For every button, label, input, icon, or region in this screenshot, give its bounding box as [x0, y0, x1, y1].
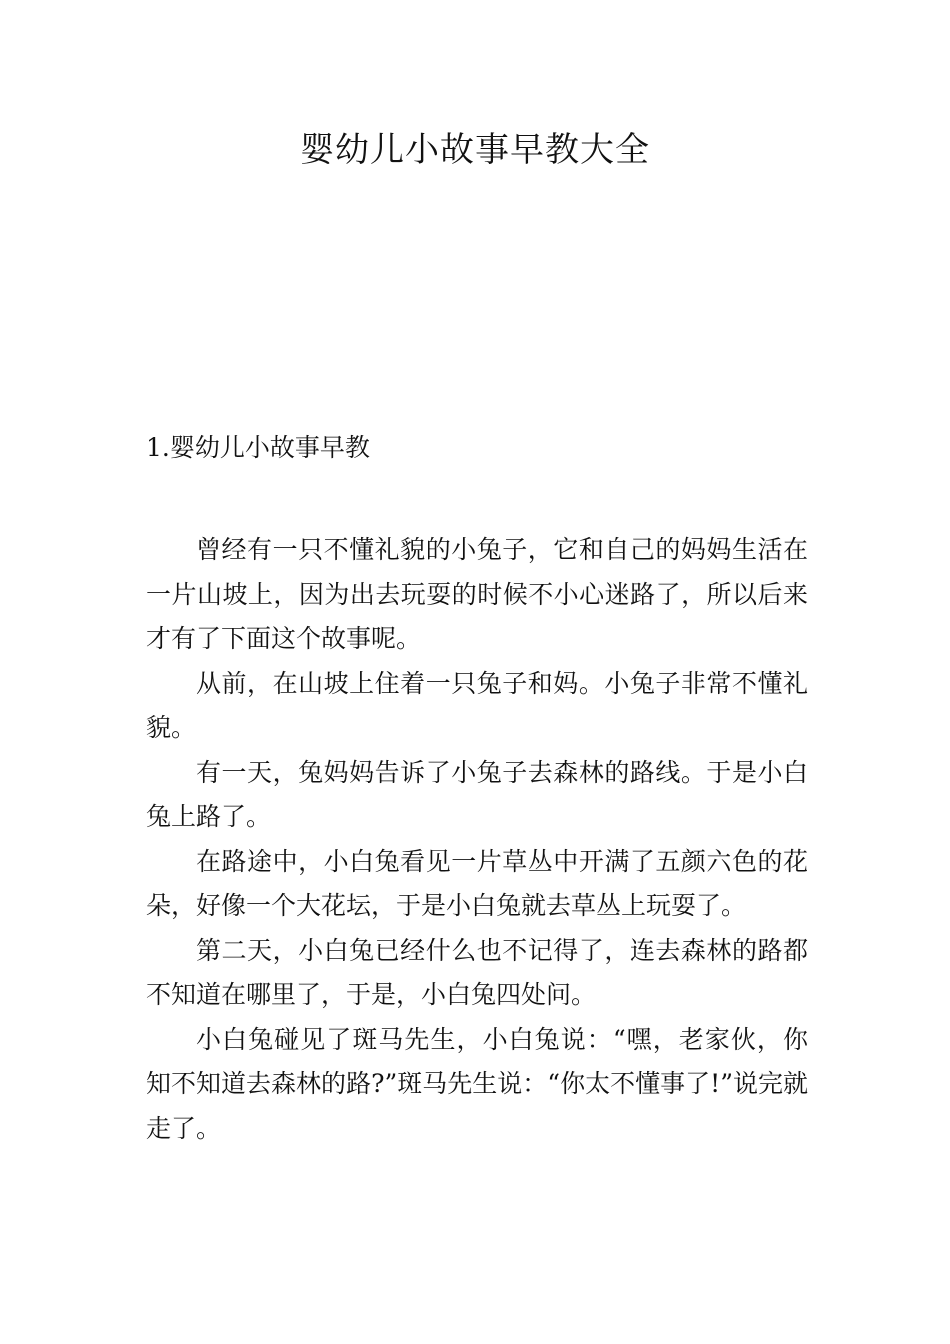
story-paragraph: 第二天，小白兔已经什么也不记得了，连去森林的路都不知道在哪里了，于是，小白兔四处问。: [146, 935, 808, 1009]
story-paragraph: 从前，在山坡上住着一只兔子和妈。小兔子非常不懂礼貌。: [146, 668, 808, 742]
story-paragraph: 在路途中，小白兔看见一片草丛中开满了五颜六色的花朵，好像一个大花坛，于是小白兔就去草丛上玩耍了。: [146, 846, 808, 920]
story-body: [146, 528, 808, 1151]
story-paragraph: 曾经有一只不懂礼貌的小兔子，它和自己的妈妈生活在一片山坡上，因为出去玩耍的时候不小心迷路了，所以后来才有了下面这个故事呢。: [146, 535, 808, 653]
document-title: 婴幼儿小故事早教大全: [300, 130, 650, 170]
section-heading: 1.婴幼儿小故事早教: [146, 433, 370, 462]
story-paragraph: 有一天，兔妈妈告诉了小兔子去森林的路线。于是小白兔上路了。: [146, 757, 808, 831]
story-paragraph: 小白兔碰见了斑马先生，小白兔说：“嘿，老家伙，你知不知道去森林的路?”斑马先生说：“你太不懂事了!”说完就走了。: [146, 1024, 808, 1143]
